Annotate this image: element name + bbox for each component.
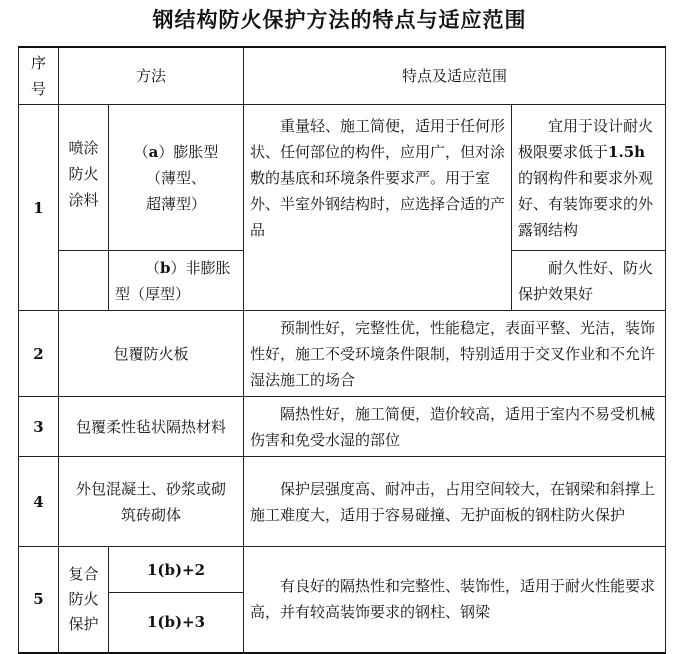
method-letter: a [148, 142, 159, 161]
desc-cell: 保护层强度高、耐冲击，占用空间较大，在钢梁和斜撑上施工难度大，适用于容易碰撞、无护面板的钢柱防火保护 [244, 457, 666, 547]
header-no: 序号 [19, 47, 59, 105]
row-number: 5 [19, 547, 59, 653]
method-cell [109, 105, 244, 251]
header-features: 特点及适应范围 [244, 47, 666, 105]
method-cell: 包覆柔性毡状隔热材料 [59, 397, 244, 457]
desc-bold: 1.5h [608, 142, 646, 161]
desc-cell: 隔热性好，施工简便，造价较高，适用于室内不易受机械伤害和免受水湿的部位 [244, 397, 666, 457]
row-number: 2 [19, 311, 59, 397]
desc-cell [512, 105, 666, 251]
table-row-5a [19, 547, 666, 593]
method-prefix: （ [133, 142, 149, 161]
method-prefix: （ [145, 258, 161, 277]
desc-text: 的钢构件和要求外观好、有装饰要求的外露钢结构 [518, 168, 654, 239]
page-title: 钢结构防火保护方法的特点与适应范围 [152, 7, 527, 32]
table-row-2 [19, 311, 666, 397]
method-rest: ）膨胀型 （薄型、 超薄型） [146, 142, 219, 213]
row-number: 4 [19, 457, 59, 547]
row-number: 3 [19, 397, 59, 457]
method-combo: 1(b)+2 [109, 547, 244, 593]
desc-cell: 重量轻、施工简便，适用于任何形状、任何部位的构件，应用广，但对涂敷的基底和环境条件要求严。用于室外、半室外钢结构时，应选择合适的产品 [244, 105, 512, 311]
method-cell [109, 251, 244, 311]
table-row-4 [19, 457, 666, 547]
method-cell: 外包混凝土、砂浆或砌筑砖砌体 [59, 457, 244, 547]
fire-protection-table [18, 46, 666, 654]
method-group: 复合 防火 保护 [59, 547, 109, 653]
method-letter: b [160, 258, 171, 277]
desc-cell: 耐久性好、防火保护效果好 [512, 251, 666, 311]
table-row-1a [19, 105, 666, 251]
row-number: 1 [19, 105, 59, 311]
desc-cell: 预制性好，完整性优，性能稳定，表面平整、光洁，装饰性好，施工不受环境条件限制，特别适用于交叉作业和不允许湿法施工的场合 [244, 311, 666, 397]
method-rest: ）非膨胀型（厚型） [115, 258, 231, 303]
table-row-3 [19, 397, 666, 457]
method-group: 喷涂 防火 涂料 [59, 105, 109, 251]
header-row [19, 47, 666, 105]
method-cell: 包覆防火板 [59, 311, 244, 397]
desc-cell: 有良好的隔热性和完整性、装饰性，适用于耐火性能要求高，并有较高装饰要求的钢柱、钢梁 [244, 547, 666, 653]
desc-text: 宜用于设计耐火极限要求低于 [518, 116, 654, 161]
method-combo: 1(b)+3 [109, 593, 244, 653]
empty-cell [59, 251, 109, 311]
header-method: 方法 [59, 47, 244, 105]
